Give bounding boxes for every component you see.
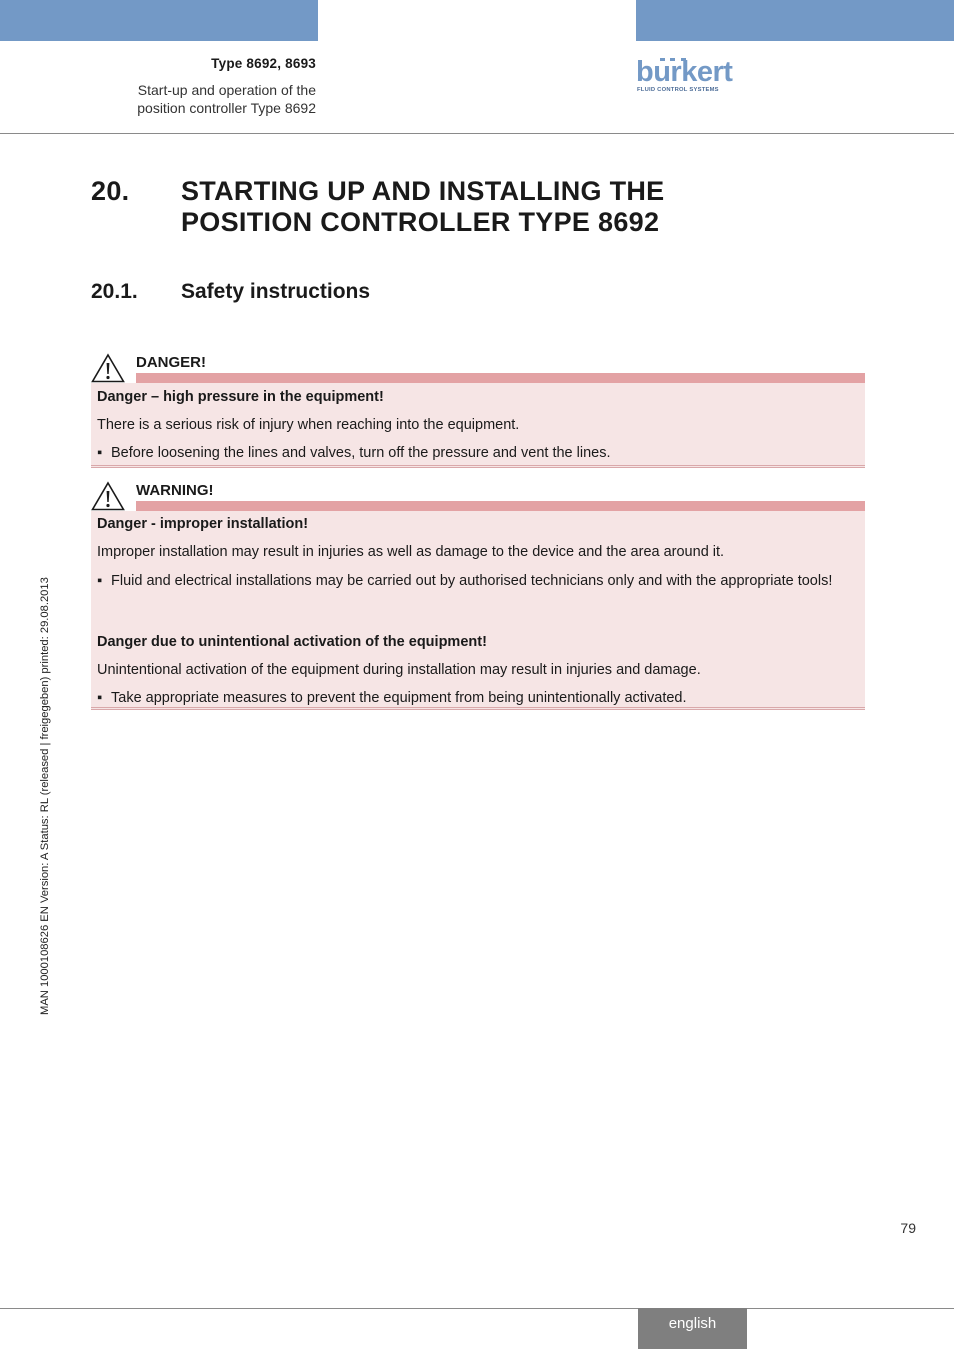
- danger-label: DANGER!: [136, 354, 206, 371]
- language-tab: english: [638, 1308, 747, 1349]
- section-number: 20.1.: [91, 280, 138, 303]
- header-bar-right: [636, 0, 954, 41]
- section-title: Safety instructions: [181, 280, 371, 303]
- logo-tagline: FLUID CONTROL SYSTEMS: [637, 87, 719, 93]
- danger-bullet-text: Before loosening the lines and valves, turn off the pressure and vent the lines.: [111, 445, 611, 461]
- warning-heading-1: Danger - improper installation!: [97, 516, 309, 532]
- danger-text: There is a serious risk of injury when reaching into the equipment.: [97, 417, 520, 433]
- warning-text-1: Improper installation may result in injuries as well as damage to the device and the area around it.: [97, 544, 725, 560]
- danger-body: [91, 383, 865, 468]
- warning-header: [91, 481, 865, 511]
- warning-bullet-1-text: Fluid and electrical installations may be carried out by authorised technicians only and with the appropriate tools!: [111, 573, 833, 589]
- bullet-icon: ▪: [97, 690, 103, 706]
- warning-text-2: Unintentional activation of the equipment during installation may result in injuries and damage.: [97, 662, 701, 678]
- header-subtitle-line2: position controller Type 8692: [137, 100, 316, 116]
- chapter-title-line2: POSITION CONTROLLER TYPE 8692: [181, 207, 660, 237]
- chapter-title-line1: STARTING UP AND INSTALLING THE: [181, 176, 665, 206]
- header-divider: [0, 133, 954, 134]
- warning-bullet-2-text: Take appropriate measures to prevent the equipment from being unintentionally activated.: [111, 690, 687, 706]
- danger-stripe: [136, 373, 865, 383]
- danger-box: [91, 353, 865, 468]
- bullet-icon: ▪: [97, 573, 103, 589]
- warning-body: [91, 511, 865, 710]
- page-number: 79: [900, 1220, 916, 1236]
- bullet-icon: ▪: [97, 445, 103, 461]
- warning-label: WARNING!: [136, 482, 214, 499]
- header-subtitle: [60, 81, 316, 117]
- footer-divider: [0, 1308, 954, 1309]
- warning-heading-2: Danger due to unintentional activation of the equipment!: [97, 634, 487, 650]
- logo-word: burkert: [636, 56, 733, 88]
- document-metadata-sidebar: MAN 1000108626 EN Version: A Status: RL (released | freigegeben) printed: 29.08.2013: [39, 577, 51, 1015]
- warning-triangle-icon: [91, 481, 125, 511]
- warning-box: [91, 481, 865, 713]
- header-type: Type 8692, 8693: [211, 56, 316, 71]
- header-subtitle-line1: Start-up and operation of the: [137, 82, 316, 98]
- burkert-logo: [636, 56, 736, 96]
- header-bar-left: [0, 0, 318, 41]
- danger-heading: Danger – high pressure in the equipment!: [97, 389, 384, 405]
- warning-stripe: [136, 501, 865, 511]
- chapter-number: 20.: [91, 176, 130, 206]
- danger-header: [91, 353, 865, 383]
- warning-triangle-icon: [91, 353, 125, 383]
